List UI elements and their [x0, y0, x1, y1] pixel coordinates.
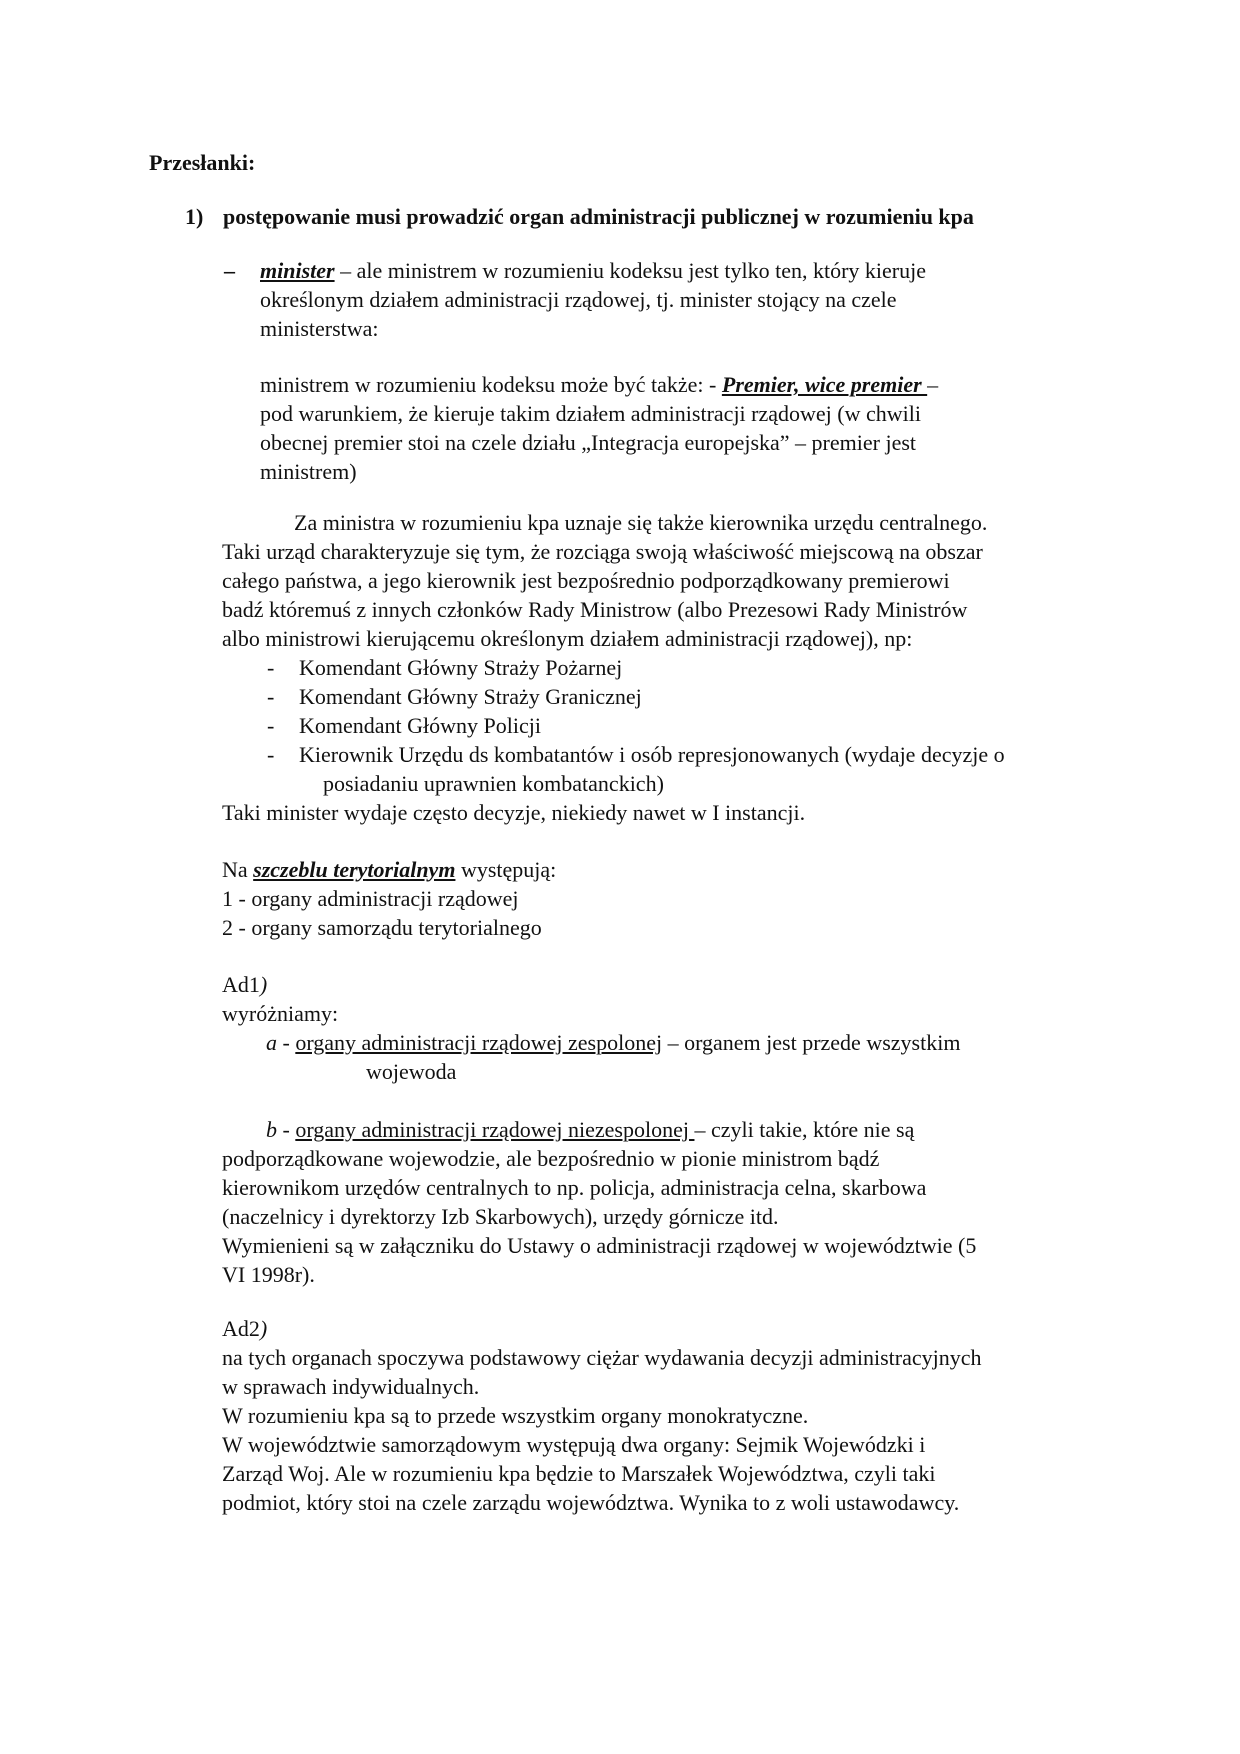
urzad-line-3: całego państwa, a jego kierownik jest bezpośrednio podporządkowany premierowi — [222, 568, 950, 593]
teryt-term: szczeblu terytorialnym — [253, 857, 456, 882]
dash-bullet: – — [224, 258, 235, 283]
territorial-paragraph — [222, 855, 1102, 942]
list-item: - Komendant Główny Policji — [267, 713, 541, 738]
minister-line-2: określonym działem administracji rządowej, tj. minister stojący na czele — [260, 287, 897, 312]
urzad-line-1: Za ministra w rozumieniu kpa uznaje się także kierownika urzędu centralnego. — [294, 510, 988, 535]
ad1-title: Ad1) — [222, 972, 268, 997]
office-list — [222, 653, 1102, 798]
list-item: - Komendant Główny Straży Granicznej — [267, 684, 642, 709]
minister-line-3: ministerstwa: — [260, 316, 379, 341]
premier-line-3: obecnej premier stoi na czele działu „Integracja europejska” – premier jest — [260, 430, 917, 455]
point-text: postępowanie musi prowadzić organ administracji publicznej w rozumieniu kpa — [223, 204, 974, 229]
teryt-line-3: 2 - organy samorządu terytorialnego — [222, 915, 542, 940]
central-office-paragraph — [222, 508, 1102, 827]
urzad-closing: Taki minister wydaje często decyzje, niekiedy nawet w I instancji. — [222, 800, 806, 825]
ad1-a-term: organy administracji rządowej zespolonej — [295, 1030, 663, 1055]
premier-line-1: ministrem w rozumieniu kodeksu może być także: - Premier, wice premier – — [260, 372, 939, 397]
premier-line-4: ministrem) — [260, 459, 357, 484]
ad2-title: Ad2) — [222, 1316, 268, 1341]
urzad-line-4: badź któremuś z innych członków Rady Ministrow (albo Prezesowi Rady Ministrów — [222, 597, 968, 622]
ad1-intro: wyróżniamy: — [222, 1001, 339, 1026]
numbered-point-1 — [185, 202, 1085, 231]
minister-term: minister — [260, 258, 335, 283]
minister-paragraph — [224, 256, 1014, 343]
teryt-line-1: Na szczeblu terytorialnym występują: — [222, 857, 557, 882]
list-item: - Komendant Główny Straży Pożarnej — [267, 655, 623, 680]
minister-line-1: minister – ale ministrem w rozumieniu kodeksu jest tylko ten, który kieruje — [260, 258, 927, 283]
urzad-line-2: Taki urząd charakteryzuje się tym, że rozciąga swoją właściwość miejscową na obszar — [222, 539, 983, 564]
ad1-item-b: b - organy administracji rządowej niezespolonej – czyli takie, które nie są podporządkowane wojewodzie, ale bezpośrednio w pionie ministrom bądź kierownikom urzędów centralnych to np. policja, administracja celna, skarbowa (naczelnicy i dyrektorzy Izb Skarbowych), urzędy górnicze itd. Wymienieni są w załączniku do Ustawy o administracji rządowej w województwie (5 VI 1998r). — [222, 1117, 977, 1287]
ad1-section — [222, 970, 1102, 1289]
point-number: 1) — [185, 204, 204, 229]
premier-term: Premier, wice premier — [721, 372, 928, 397]
ad1-b-term: organy administracji rządowej niezespolonej — [295, 1117, 695, 1142]
ad1-item-a: a - organy administracji rządowej zespolonej – organem jest przede wszystkim wojewoda — [266, 1030, 961, 1084]
list-item: - Kierownik Urzędu ds kombatantów i osób represjonowanych (wydaje decyzje o posiadaniu uprawnien kombatanckich) — [267, 742, 1005, 796]
teryt-line-2: 1 - organy administracji rządowej — [222, 886, 519, 911]
heading: Przesłanki: — [149, 150, 256, 175]
urzad-line-5: albo ministrowi kierującemu określonym działem administracji rządowej), np: — [222, 626, 913, 651]
premier-paragraph — [260, 370, 1060, 486]
ad2-section: Ad2) na tych organach spoczywa podstawowy ciężar wydawania decyzji administracyjnych w sprawach indywidualnych. W rozumieniu kpa są to przede wszystkim organy monokratyczne. W województwie samorządowym występują dwa organy: Sejmik Wojewódzki i Zarząd Woj. Ale w rozumieniu kpa będzie to Marszałek Województwa, czyli taki podmiot, który stoi na czele zarządu województwa. Wynika to z woli ustawodawcy. — [222, 1314, 1102, 1517]
premier-line-2: pod warunkiem, że kieruje takim działem administracji rządowej (w chwili — [260, 401, 921, 426]
